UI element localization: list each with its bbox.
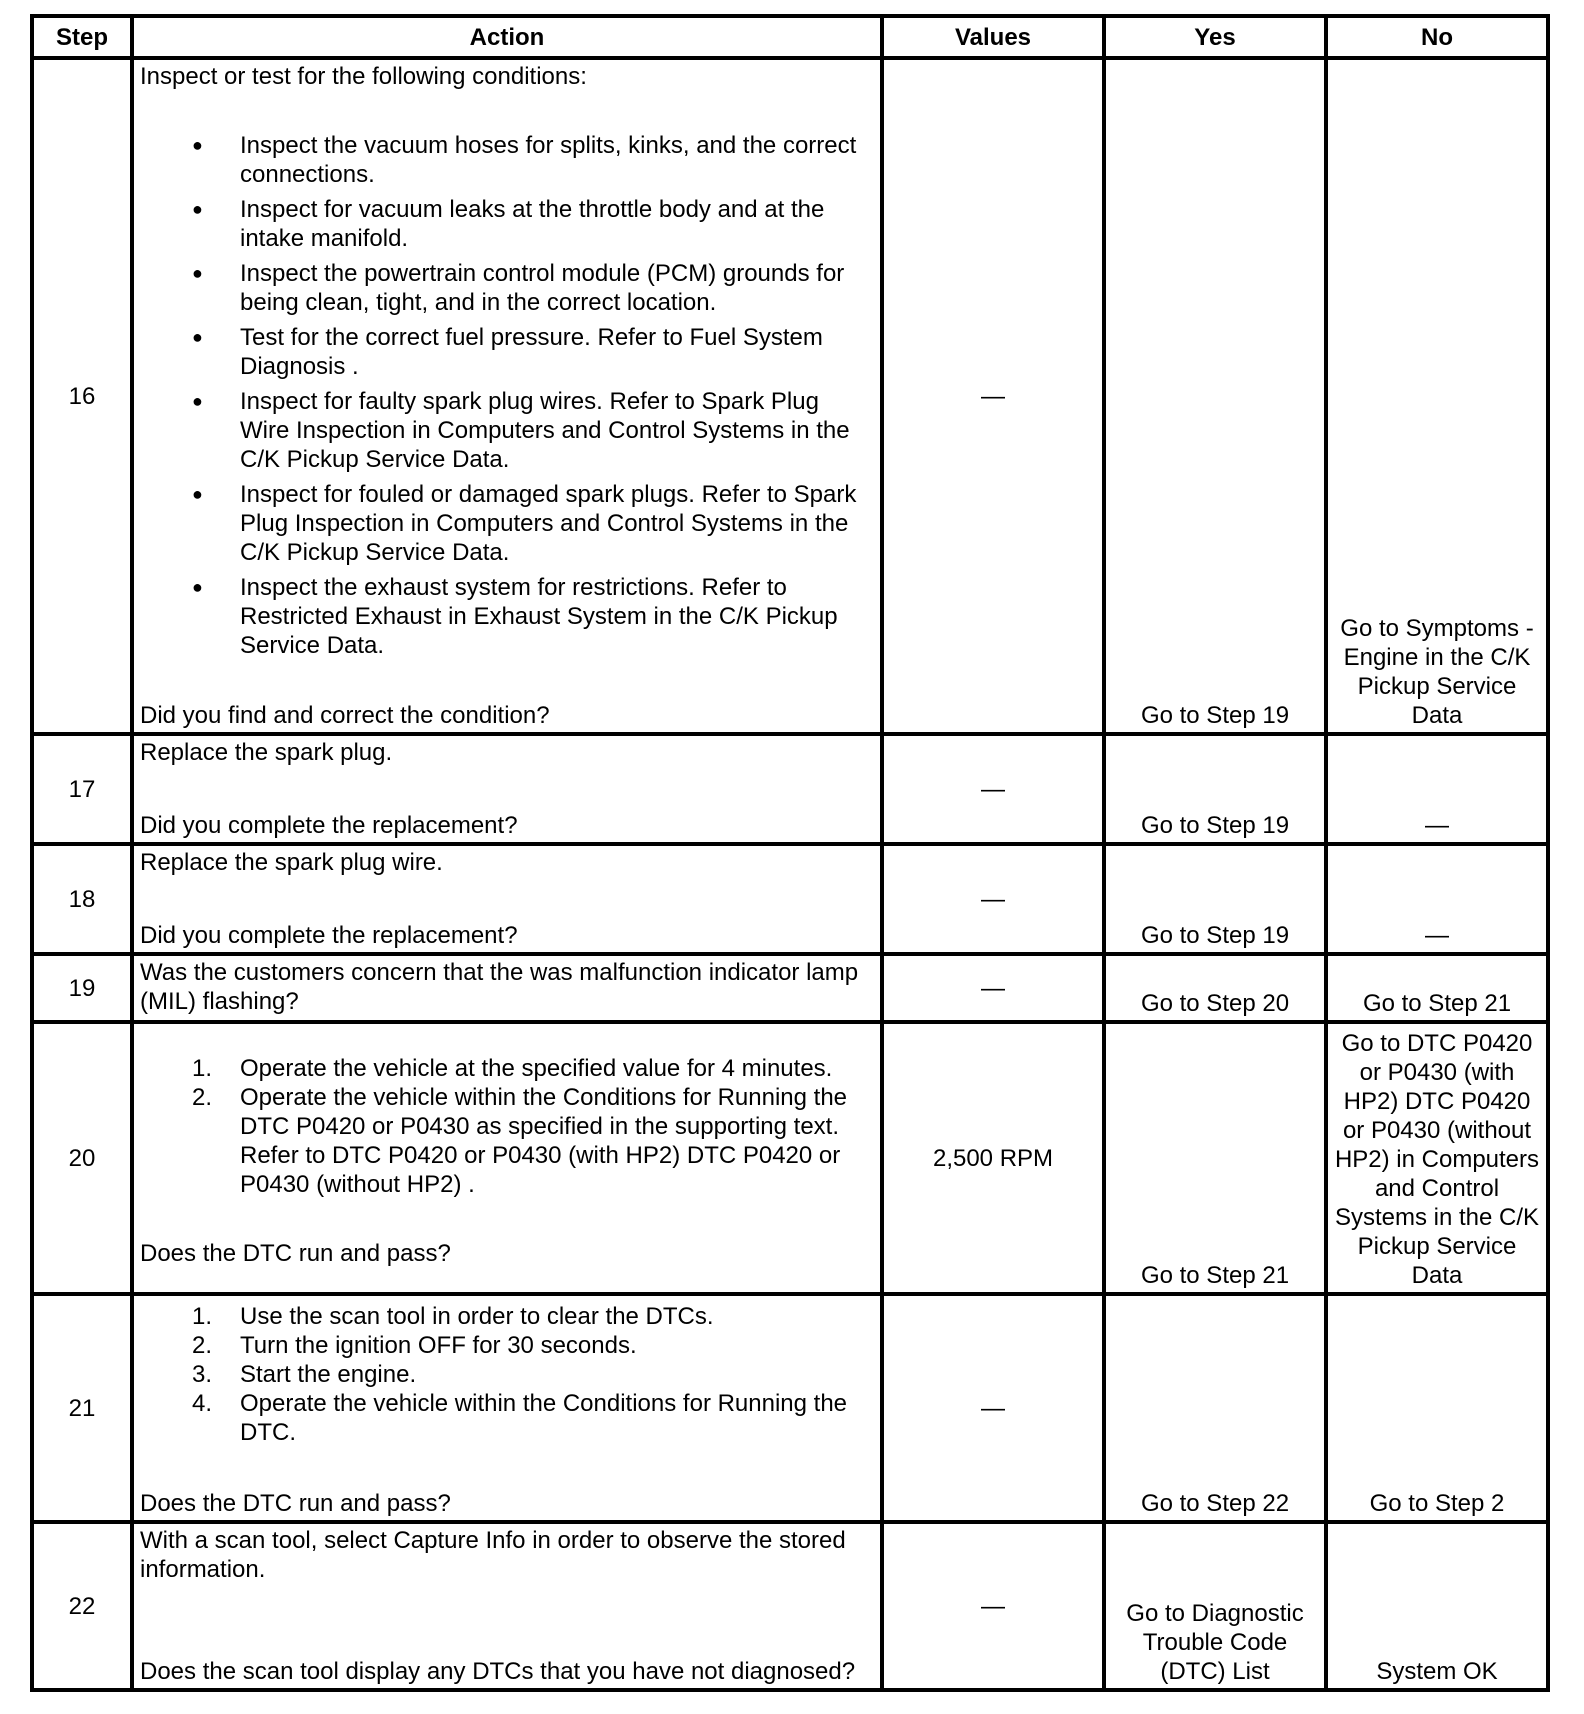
yes-outcome: Go to Step 22 bbox=[1140, 1490, 1290, 1517]
diagnostic-table bbox=[30, 14, 1550, 1692]
list-item bbox=[140, 1389, 872, 1447]
table-row bbox=[32, 1022, 1548, 1294]
action-intro: Replace the spark plug wire. bbox=[140, 849, 443, 876]
action-question: Was the customers concern that the was malfunction indicator lamp (MIL) flashing? bbox=[140, 959, 859, 1015]
step-number: 17 bbox=[32, 734, 132, 844]
value-cell: — bbox=[882, 58, 1104, 734]
yes-outcome: Go to Step 21 bbox=[1140, 1262, 1290, 1289]
no-cell bbox=[1326, 1522, 1548, 1690]
yes-cell bbox=[1104, 734, 1326, 844]
action-question: Does the scan tool display any DTCs that you have not diagnosed? bbox=[140, 1658, 856, 1685]
value-cell: 2,500 RPM bbox=[882, 1022, 1104, 1294]
no-cell bbox=[1326, 1022, 1548, 1294]
header-yes: Yes bbox=[1104, 16, 1326, 58]
list-number: 2. bbox=[192, 1332, 213, 1359]
no-cell bbox=[1326, 1294, 1548, 1522]
list-item-text: Start the engine. bbox=[240, 1361, 417, 1388]
no-cell bbox=[1326, 954, 1548, 1022]
action-question: Does the DTC run and pass? bbox=[140, 1240, 451, 1267]
list-item: ● Test for the correct fuel pressure. Refer to Fuel System Diagnosis . bbox=[140, 323, 872, 381]
list-number: 3. bbox=[192, 1361, 213, 1388]
no-outcome: — bbox=[1425, 812, 1449, 839]
action-cell bbox=[132, 1294, 882, 1522]
table-row bbox=[32, 954, 1548, 1022]
table-row bbox=[32, 58, 1548, 734]
yes-cell bbox=[1104, 1522, 1326, 1690]
step-number: 18 bbox=[32, 844, 132, 954]
action-question: Did you find and correct the condition? bbox=[140, 702, 550, 729]
list-item: ● Inspect for faulty spark plug wires. Refer to Spark Plug Wire Inspection in Computers and Control Systems in the C/K Pickup Service Data. bbox=[140, 387, 872, 474]
list-item-text: Operate the vehicle within the Conditions for Running the DTC P0420 or P0430 as specified in the supporting text. Refer to DTC P0420 or P0430 (with HP2) DTC P0420 or P0430 (without HP2) . bbox=[240, 1084, 848, 1198]
value-cell: — bbox=[882, 844, 1104, 954]
list-item: ● Inspect the exhaust system for restrictions. Refer to Restricted Exhaust in Exhaust System in the C/K Pickup Service Data. bbox=[140, 573, 872, 660]
list-number: 1. bbox=[192, 1055, 213, 1082]
list-item-text: Operate the vehicle at the specified value for 4 minutes. bbox=[240, 1055, 833, 1082]
list-item bbox=[140, 1360, 872, 1389]
list-item bbox=[140, 1331, 872, 1360]
action-cell bbox=[132, 844, 882, 954]
action-cell bbox=[132, 1522, 882, 1690]
yes-cell bbox=[1104, 58, 1326, 734]
list-number: 1. bbox=[192, 1303, 213, 1330]
action-question: Did you complete the replacement? bbox=[140, 812, 518, 839]
list-item: ● Inspect the powertrain control module (PCM) grounds for being clean, tight, and in the correct location. bbox=[140, 259, 872, 317]
no-cell bbox=[1326, 844, 1548, 954]
list-item: ● Inspect the vacuum hoses for splits, kinks, and the correct connections. bbox=[140, 131, 872, 189]
list-item-text: Turn the ignition OFF for 30 seconds. bbox=[240, 1332, 637, 1359]
no-outcome: System OK bbox=[1376, 1658, 1498, 1685]
yes-outcome: Go to Step 19 bbox=[1140, 922, 1290, 949]
step-number: 19 bbox=[32, 954, 132, 1022]
value-cell: — bbox=[882, 734, 1104, 844]
value-cell: — bbox=[882, 1294, 1104, 1522]
yes-outcome: Go to Step 19 bbox=[1140, 812, 1290, 839]
list-item: ● Inspect for fouled or damaged spark plugs. Refer to Spark Plug Inspection in Computers and Control Systems in the C/K Pickup Service Data. bbox=[140, 480, 872, 567]
yes-outcome: Go to Diagnostic Trouble Code (DTC) List bbox=[1126, 1600, 1304, 1685]
yes-cell bbox=[1104, 1022, 1326, 1294]
table-row bbox=[32, 844, 1548, 954]
no-outcome: Go to DTC P0420 or P0430 (with HP2) DTC P0420 or P0430 (without HP2) in Computers and Control Systems in the C/K Pickup Service Data bbox=[1334, 1030, 1540, 1289]
action-question: Does the DTC run and pass? bbox=[140, 1490, 451, 1517]
action-question: Did you complete the replacement? bbox=[140, 922, 518, 949]
header-action: Action bbox=[132, 16, 882, 58]
list-item bbox=[140, 1054, 872, 1083]
table-row bbox=[32, 734, 1548, 844]
list-number: 4. bbox=[192, 1390, 213, 1417]
header-row bbox=[32, 16, 1548, 58]
list-number: 2. bbox=[192, 1084, 213, 1111]
action-cell bbox=[132, 734, 882, 844]
no-cell bbox=[1326, 734, 1548, 844]
action-intro: Inspect or test for the following conditions: bbox=[140, 63, 587, 90]
yes-cell bbox=[1104, 844, 1326, 954]
no-outcome: Go to Step 21 bbox=[1362, 990, 1512, 1017]
no-outcome: Go to Step 2 bbox=[1369, 1490, 1505, 1517]
procedure-list bbox=[140, 1054, 872, 1199]
action-cell bbox=[132, 954, 882, 1022]
step-number: 21 bbox=[32, 1294, 132, 1522]
yes-cell bbox=[1104, 1294, 1326, 1522]
list-item bbox=[140, 1083, 872, 1199]
header-values: Values bbox=[882, 16, 1104, 58]
action-cell bbox=[132, 1022, 882, 1294]
list-item: ● Inspect for vacuum leaks at the throttle body and at the intake manifold. bbox=[140, 195, 872, 253]
action-cell bbox=[132, 58, 882, 734]
condition-list bbox=[140, 131, 872, 660]
no-cell bbox=[1326, 58, 1548, 734]
value-cell: — bbox=[882, 1522, 1104, 1690]
list-item bbox=[140, 1302, 872, 1331]
value-cell: — bbox=[882, 954, 1104, 1022]
step-number: 16 bbox=[32, 58, 132, 734]
procedure-list bbox=[140, 1302, 872, 1447]
action-intro: Replace the spark plug. bbox=[140, 739, 393, 766]
list-item-text: Operate the vehicle within the Conditions for Running the DTC. bbox=[240, 1390, 848, 1446]
step-number: 22 bbox=[32, 1522, 132, 1690]
table-row bbox=[32, 1294, 1548, 1522]
no-outcome: — bbox=[1425, 922, 1449, 949]
table-row bbox=[32, 1522, 1548, 1690]
no-outcome: Go to Symptoms - Engine in the C/K Pickup Service Data bbox=[1340, 615, 1534, 729]
action-intro: With a scan tool, select Capture Info in order to observe the stored information. bbox=[140, 1527, 846, 1583]
yes-cell bbox=[1104, 954, 1326, 1022]
yes-outcome: Go to Step 19 bbox=[1140, 702, 1290, 729]
step-number: 20 bbox=[32, 1022, 132, 1294]
list-item-text: Use the scan tool in order to clear the DTCs. bbox=[240, 1303, 714, 1330]
yes-outcome: Go to Step 20 bbox=[1140, 990, 1290, 1017]
header-no: No bbox=[1326, 16, 1548, 58]
header-step: Step bbox=[32, 16, 132, 58]
